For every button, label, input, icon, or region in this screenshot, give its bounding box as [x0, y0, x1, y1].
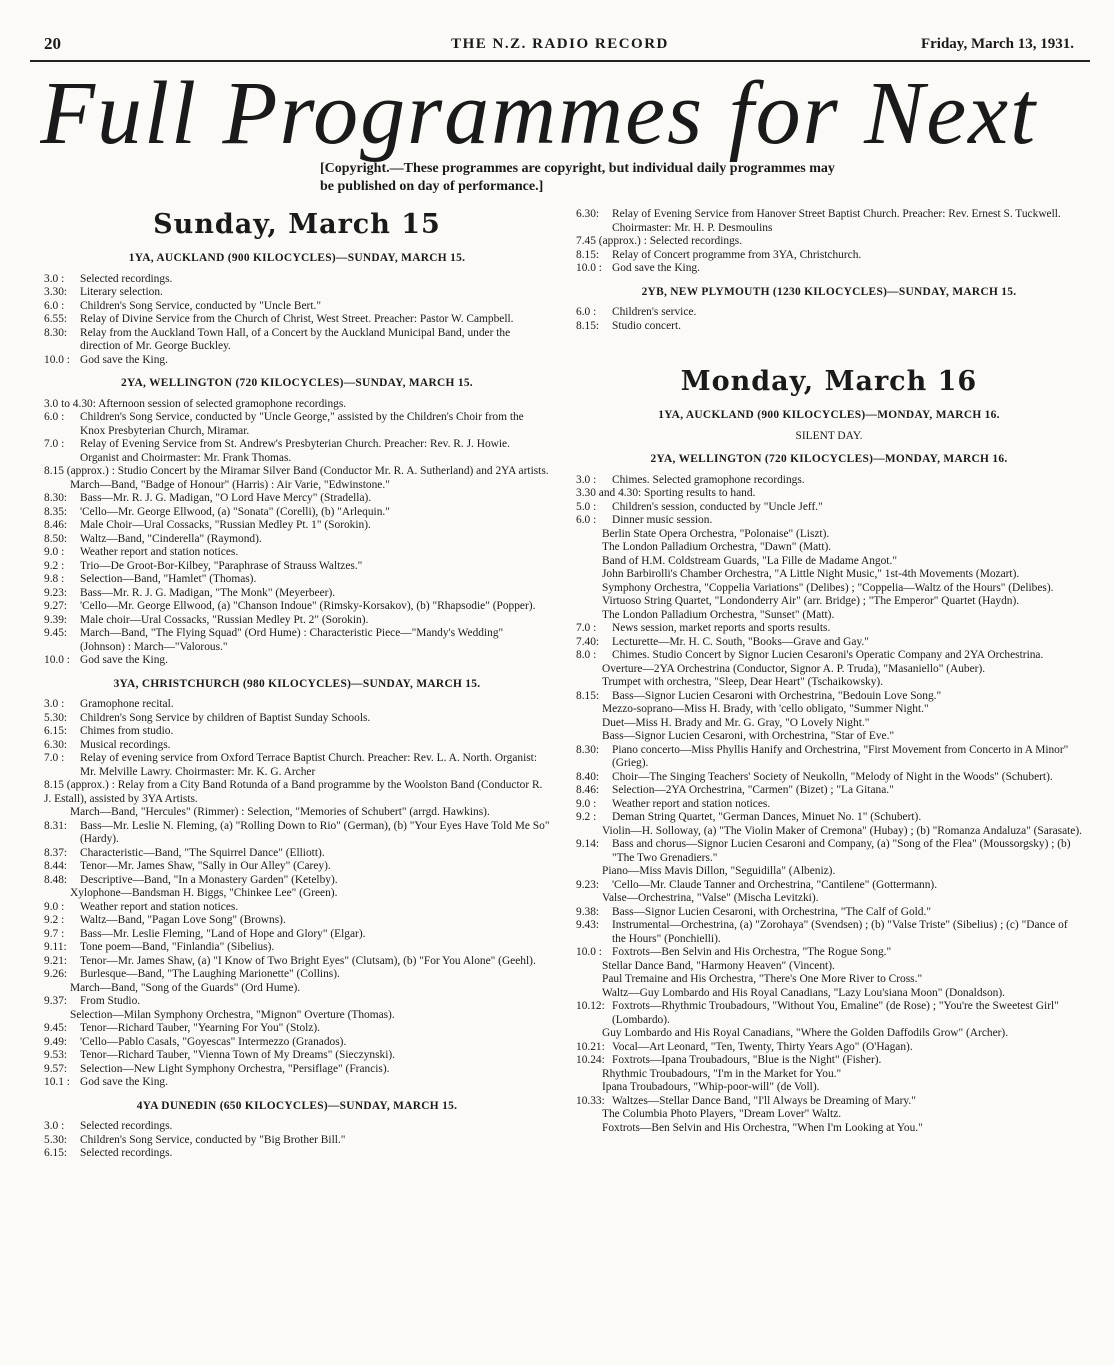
- programme-item: [44, 573, 550, 587]
- programme-time: 7.0 :: [44, 438, 65, 450]
- page-number: 20: [44, 34, 61, 53]
- programme-time: 9.7 :: [44, 927, 65, 940]
- programme-time: 8.30:: [576, 743, 600, 756]
- programme-time: 7.40:: [576, 635, 600, 648]
- programme-text: Bass—Mr. R. J. G. Madigan, "O Lord Have Mercy" (Stradella).: [80, 492, 372, 504]
- programme-item: [576, 262, 1082, 276]
- programme-text: Tenor—Richard Tauber, "Vienna Town of My Dreams" (Sieczynski).: [80, 1049, 396, 1061]
- programme-item: [44, 847, 550, 861]
- programme-text: Foxtrots—Rhythmic Troubadours, "Without You, Emaline" (de Rose) ; "You're the Sweetest Girl" (Lombardo).: [612, 1000, 1059, 1026]
- programme-time: 5.30:: [44, 1133, 68, 1146]
- programme-text: Musical recordings.: [80, 738, 171, 751]
- programme-item: [44, 313, 550, 327]
- programme-time: 3.0 :: [44, 698, 65, 710]
- programme-item: [44, 273, 550, 287]
- programme-item: [44, 1147, 550, 1161]
- programme-item: [44, 874, 550, 888]
- programme-text: Waltzes—Stellar Dance Band, "I'll Always be Dreaming of Mary.": [612, 1094, 916, 1107]
- programme-item: [576, 784, 1082, 798]
- programme-text: Selection—New Light Symphony Orchestra, "Persiflage" (Francis).: [80, 1062, 390, 1075]
- programme-text: Descriptive—Band, "In a Monastery Garden" (Ketelby).: [80, 873, 338, 886]
- programme-time: 8.50:: [44, 532, 68, 545]
- programme-text: Tone poem—Band, "Finlandia" (Sibelius).: [80, 941, 275, 953]
- programme-text: God save the King.: [612, 262, 700, 274]
- programme-time: 8.15 (approx.) :: [44, 465, 115, 477]
- programme-time: 6.0 :: [44, 411, 65, 423]
- programme-item: [576, 1000, 1082, 1027]
- programme-item: [576, 946, 1082, 960]
- programme-text: Relay of evening service from Oxford Terrace Baptist Church. Preacher: Rev. L. A. North. Organist: Mr. Melville Lawry. Choirmaster: Mr. K. G. Archer: [80, 752, 538, 778]
- programme-time: 9.0 :: [44, 900, 65, 913]
- programme-time: 9.2 :: [44, 559, 65, 572]
- programme-subitem: John Barbirolli's Chamber Orchestra, "A Little Night Music," 1st-4th Movements (Mozart).: [602, 568, 1020, 580]
- programme-time: 10.0 :: [576, 262, 602, 274]
- programme-text: Weather report and station notices.: [80, 546, 239, 558]
- programme-text: News session, market reports and sports results.: [612, 622, 831, 634]
- programme-subitem: Overture—2YA Orchestrina (Conductor, Signor A. P. Truda), "Masaniello" (Auber).: [602, 662, 986, 675]
- programme-time: 10.0 :: [44, 654, 70, 666]
- programme-text: Characteristic—Band, "The Squirrel Dance" (Elliott).: [80, 846, 325, 859]
- programme-time: 8.15:: [576, 689, 600, 702]
- programme-item: [576, 306, 1082, 320]
- programme-text: God save the King.: [80, 654, 168, 666]
- programme-time: 9.37:: [44, 995, 68, 1007]
- programme-time: 9.21:: [44, 954, 68, 967]
- programme-text: Piano concerto—Miss Phyllis Hanify and Orchestrina, "First Movement from Concerto in A Minor" (Grieg).: [612, 743, 1069, 769]
- programme-text: Bass and chorus—Signor Lucien Cesaroni and Company, (a) "Song of the Flea" (Moussorgsky) ; (b) "The Two Grenadiers.": [612, 838, 1071, 864]
- programme-item: [44, 519, 550, 533]
- programme-text: 'Cello—Mr. Claude Tanner and Orchestrina, "Cantilene" (Gottermann).: [612, 878, 938, 891]
- programme-time: 10.0 :: [576, 946, 602, 958]
- programme-item: [576, 474, 1082, 488]
- programme-item: [44, 587, 550, 601]
- programme-subitem: Paul Tremaine and His Orchestra, "There's One More River to Cross.": [602, 973, 923, 985]
- programme-item: [44, 779, 550, 806]
- programme-text: Studio concert.: [612, 319, 681, 332]
- programme-time: 9.23:: [44, 586, 68, 599]
- programme-time: 8.15 (approx.) :: [44, 779, 115, 791]
- programme-text: From Studio.: [80, 995, 141, 1007]
- programme-time: 8.44:: [44, 860, 68, 872]
- programme-time: 9.11:: [44, 941, 67, 953]
- programme-time: 10.33:: [576, 1094, 605, 1107]
- programme-subitem: Duet—Miss H. Brady and Mr. G. Gray, "O Lovely Night.": [602, 716, 870, 729]
- station-heading: 1YA, AUCKLAND (900 KILOCYCLES)—SUNDAY, MARCH 15.: [128, 252, 466, 264]
- programme-text: Dinner music session.: [612, 514, 713, 526]
- programme-time: 9.38:: [576, 905, 600, 918]
- programme-item: [576, 235, 1082, 249]
- programme-text: Selected recordings.: [80, 272, 173, 285]
- programme-item: [44, 928, 550, 942]
- programme-text: Bass—Mr. Leslie N. Fleming, (a) "Rolling Down to Rio" (German), (b) "Your Eyes Have Told Me So" (Hardy).: [80, 819, 550, 845]
- programme-text: Trio—De Groot-Bor-Kilbey, "Paraphrase of Strauss Waltzes.": [80, 559, 363, 572]
- programme-item: [576, 1095, 1082, 1109]
- programme-text: Waltz—Band, "Pagan Love Song" (Browns).: [80, 914, 286, 926]
- programme-text: Relay of Divine Service from the Church of Christ, West Street. Preacher: Pastor W. Campbell.: [80, 313, 514, 325]
- programme-time: 3.30:: [44, 286, 68, 298]
- programme-text: Children's Song Service, conducted by "Uncle George," assisted by the Children's Choir from the Knox Presbyterian Church, Miramar.: [80, 411, 524, 437]
- programme-time: 6.0 :: [576, 514, 597, 526]
- programme-subitem: Mezzo-soprano—Miss H. Brady, with 'cello obligato, "Summer Night.": [602, 703, 929, 715]
- programme-time: 8.46:: [576, 784, 600, 796]
- programme-text: Chimes. Selected gramophone recordings.: [612, 473, 805, 486]
- programme-subitem: Ipana Troubadours, "Whip-poor-will" (de Voll).: [602, 1081, 820, 1093]
- programme-text: Selection—Band, "Hamlet" (Thomas).: [80, 573, 257, 585]
- programme-time: 6.30:: [576, 208, 600, 220]
- programme-item: [576, 249, 1082, 263]
- programme-item: [44, 533, 550, 547]
- programme-text: Weather report and station notices.: [612, 797, 771, 810]
- programme-text: Tenor—Richard Tauber, "Yearning For You" (Stolz).: [80, 1022, 320, 1034]
- programme-item: [44, 398, 550, 412]
- programme-subitem: March—Band, "Song of the Guards" (Ord Hume).: [70, 981, 301, 994]
- programme-text: Foxtrots—Ipana Troubadours, "Blue is the Night" (Fisher).: [612, 1054, 882, 1066]
- programme-text: 'Cello—Mr. George Ellwood, (a) "Chanson Indoue" (Rimsky-Korsakov), (b) "Rhapsodie" (Popper).: [80, 600, 536, 612]
- programme-subitem: Rhythmic Troubadours, "I'm in the Market for You.": [602, 1067, 842, 1080]
- programme-time: 9.45:: [44, 627, 68, 639]
- programme-text: Bass—Signor Lucien Cesaroni, with Orchestrina, "The Calf of Gold.": [612, 905, 931, 918]
- programme-subitem: Xylophone—Bandsman H. Biggs, "Chinkee Lee" (Green).: [70, 887, 338, 899]
- programme-time: 8.35:: [44, 505, 68, 518]
- programme-item: [44, 300, 550, 314]
- programme-time: 8.15:: [576, 248, 600, 261]
- programme-text: Chimes. Studio Concert by Signor Lucien Cesaroni's Operatic Company and 2YA Orchestrina.: [612, 649, 1044, 661]
- programme-time: 9.39:: [44, 613, 68, 626]
- programme-item: [576, 622, 1082, 636]
- programme-item: [44, 995, 550, 1009]
- programme-subitem: The London Palladium Orchestra, "Sunset" (Matt).: [602, 608, 835, 621]
- station-heading: 2YA, WELLINGTON (720 KILOCYCLES)—SUNDAY, MARCH 15.: [121, 377, 473, 389]
- programme-item: [44, 1049, 550, 1063]
- programme-item: [44, 1134, 550, 1148]
- programme-item: [44, 411, 550, 438]
- programme-time: 7.0 :: [44, 752, 65, 764]
- programme-item: [44, 860, 550, 874]
- programme-item: [576, 487, 1082, 501]
- programme-item: [576, 811, 1082, 825]
- programme-subitem: Trumpet with orchestra, "Sleep, Dear Heart" (Tschaikowsky).: [602, 676, 884, 688]
- programme-subitem: Symphony Orchestra, "Coppelia Variations" (Delibes) ; "Coppelia—Waltz of the Hours" (Delibes).: [602, 581, 1054, 594]
- programme-subitem: The Columbia Photo Players, "Dream Lover" Waltz.: [602, 1108, 842, 1120]
- programme-item: [44, 492, 550, 506]
- programme-time: 8.46:: [44, 519, 68, 531]
- programme-text: Chimes from studio.: [80, 725, 174, 737]
- programme-item: [44, 438, 550, 465]
- programme-text: March—Band, "The Flying Squad" (Ord Hume) : Characteristic Piece—"Mandy's Wedding" (Johnson) : March—"Valorous.": [80, 627, 504, 653]
- programme-text: Children's service.: [612, 306, 697, 318]
- programme-item: [576, 771, 1082, 785]
- programme-time: 9.2 :: [576, 811, 597, 823]
- programme-item: [576, 798, 1082, 812]
- programme-item: [44, 752, 550, 779]
- programme-time: 9.26:: [44, 968, 68, 980]
- programme-item: [44, 955, 550, 969]
- programme-item: [44, 1120, 550, 1134]
- programme-time: 9.14:: [576, 838, 600, 850]
- programme-text: Literary selection.: [80, 286, 163, 298]
- station-heading: 4YA DUNEDIN (650 KILOCYCLES)—SUNDAY, MARCH 15.: [136, 1099, 458, 1112]
- programme-time: 6.15:: [44, 725, 68, 737]
- programme-subitem: Foxtrots—Ben Selvin and His Orchestra, "When I'm Looking at You.": [602, 1121, 923, 1134]
- programme-time: 9.43:: [576, 919, 600, 931]
- programme-item: [576, 879, 1082, 893]
- programme-time: 9.0 :: [576, 797, 597, 810]
- programme-subitem: Selection—Milan Symphony Orchestra, "Mignon" Overture (Thomas).: [70, 1008, 395, 1021]
- programme-item: [44, 560, 550, 574]
- programme-subitem: Berlin State Opera Orchestra, "Polonaise" (Liszt).: [602, 527, 830, 540]
- programme-text: Selected recordings.: [80, 1147, 173, 1159]
- programme-item: [576, 906, 1082, 920]
- programme-text: Relay of Concert programme from 3YA, Christchurch.: [612, 248, 862, 261]
- programme-time: 8.40:: [576, 770, 600, 783]
- programme-text: Foxtrots—Ben Selvin and His Orchestra, "The Rogue Song.": [612, 946, 892, 958]
- programme-text: Burlesque—Band, "The Laughing Marionette" (Collins).: [80, 968, 340, 980]
- programme-time: 3.30 and 4.30:: [576, 487, 642, 499]
- issue-date: Friday, March 13, 1931.: [920, 36, 1074, 52]
- programme-text: Instrumental—Orchestrina, (a) "Zorohaya" (Svendsen) ; (b) "Valse Triste" (Sibelius) ; (c) "Dance of the Hours" (Ponchielli).: [612, 919, 1068, 945]
- programme-item: [576, 649, 1082, 663]
- programme-item: [576, 208, 1082, 235]
- programme-text: Choir—The Singing Teachers' Society of Neukolln, "Melody of Night in the Woods" (Schubert).: [612, 770, 1053, 783]
- programme-time: 10.21:: [576, 1040, 605, 1053]
- header-rule: [30, 60, 1090, 62]
- programme-item: [44, 941, 550, 955]
- programme-item: [44, 698, 550, 712]
- programme-text: Bass—Signor Lucien Cesaroni with Orchestrina, "Bedouin Love Song.": [612, 689, 942, 702]
- banner-headline: Full Programmes for Next: [40, 64, 1038, 163]
- programme-time: 9.8 :: [44, 573, 65, 585]
- left-column: [44, 208, 550, 1358]
- programme-text: Selected recordings.: [649, 235, 743, 247]
- programme-item: [576, 1054, 1082, 1068]
- programme-item: [576, 690, 1082, 704]
- programme-text: Relay from the Auckland Town Hall, of a Concert by the Auckland Municipal Band, under the direction of Mr. George Buckley.: [80, 326, 511, 352]
- programme-text: Male choir—Ural Cossacks, "Russian Medley Pt. 2" (Sorokin).: [80, 613, 369, 626]
- station-heading: 2YA, WELLINGTON (720 KILOCYCLES)—MONDAY, MARCH 16.: [650, 453, 1008, 465]
- programme-text: Tenor—Mr. James Shaw, "Sally in Our Alley" (Carey).: [80, 860, 331, 872]
- programme-text: 'Cello—Pablo Casals, "Goyescas" Intermezzo (Granados).: [80, 1035, 347, 1048]
- page-header: [30, 34, 1090, 56]
- programme-subitem: Bass—Signor Lucien Cesaroni, with Orchestrina, "Star of Eve.": [602, 730, 895, 742]
- programme-time: 3.0 :: [44, 1120, 65, 1132]
- programme-item: [44, 725, 550, 739]
- programme-item: [44, 614, 550, 628]
- programme-subitem: Violin—H. Solloway, (a) "The Violin Maker of Cremona" (Hubay) ; (b) "Romanza Andaluza" (Sarasate).: [602, 824, 1082, 837]
- programme-item: [44, 600, 550, 614]
- programme-time: 8.15:: [576, 319, 600, 332]
- station-heading: 2YB, NEW PLYMOUTH (1230 KILOCYCLES)—SUNDAY, MARCH 15.: [641, 285, 1017, 298]
- programme-time: 3.0 to 4.30:: [44, 397, 96, 410]
- programme-item: [44, 546, 550, 560]
- programme-time: 6.0 :: [576, 306, 597, 318]
- programme-subitem: The London Palladium Orchestra, "Dawn" (Matt).: [602, 541, 832, 553]
- programme-subitem: March—Band, "Hercules" (Rimmer) : Selection, "Memories of Schubert" (arrgd. Hawkins).: [70, 806, 490, 818]
- programme-time: 9.23:: [576, 878, 600, 891]
- programme-time: 8.0 :: [576, 649, 597, 661]
- programme-item: [44, 506, 550, 520]
- programme-time: 10.24:: [576, 1054, 605, 1066]
- programme-text: Relay from a City Band Rotunda of a Band programme by the Woolston Band (Conductor R. J. Estall), assisted by 3YA Artists.: [44, 779, 543, 805]
- programme-time: 9.53:: [44, 1049, 68, 1061]
- programme-item: [576, 744, 1082, 771]
- programme-text: Studio Concert by the Miramar Silver Band (Conductor Mr. R. A. Sutherland) and 2YA artists.: [117, 465, 549, 477]
- programme-time: 9.27:: [44, 600, 68, 612]
- programme-time: 7.45 (approx.) :: [576, 235, 647, 247]
- programme-time: 6.15:: [44, 1147, 68, 1159]
- programme-item: [44, 820, 550, 847]
- programme-item: [44, 1036, 550, 1050]
- programme-time: 9.45:: [44, 1022, 68, 1034]
- programme-time: 7.0 :: [576, 622, 597, 634]
- programme-item: [44, 1076, 550, 1090]
- day-heading: Monday, March 16: [680, 366, 978, 397]
- day-heading: Sunday, March 15: [153, 209, 441, 240]
- programme-time: 9.0 :: [44, 546, 65, 558]
- programme-item: [44, 914, 550, 928]
- programme-text: Relay of Evening Service from Hanover Street Baptist Church. Preacher: Rev. Ernest S. Tuckwell. Choirmaster: Mr. H. P. Desmoulins: [612, 208, 1061, 234]
- station-heading: 1YA, AUCKLAND (900 KILOCYCLES)—MONDAY, MARCH 16.: [658, 409, 1000, 421]
- programme-item: [44, 968, 550, 982]
- programme-text: Male Choir—Ural Cossacks, "Russian Medley Pt. 1" (Sorokin).: [80, 519, 371, 531]
- programme-text: Sporting results to hand.: [644, 487, 756, 499]
- programme-subitem: Virtuoso String Quartet, "Londonderry Air" (arr. Bridge) ; "The Emperor" Quartet (Haydn).: [602, 595, 1020, 607]
- programme-text: Children's session, conducted by "Uncle Jeff.": [612, 500, 823, 513]
- programme-time: 3.0 :: [44, 272, 65, 285]
- programme-text: Gramophone recital.: [80, 698, 174, 710]
- programme-text: Selection—2YA Orchestrina, "Carmen" (Bizet) ; "La Gitana.": [612, 784, 894, 796]
- programme-item: [44, 901, 550, 915]
- programme-time: 10.0 :: [44, 353, 70, 366]
- programme-text: Weather report and station notices.: [80, 900, 239, 913]
- programme-time: 8.30:: [44, 326, 68, 339]
- station-note: SILENT DAY.: [795, 429, 863, 442]
- programme-item: [44, 739, 550, 753]
- publication-title: THE N.Z. RADIO RECORD: [451, 36, 669, 52]
- programme-text: Children's Song Service by children of Baptist Sunday Schools.: [80, 711, 371, 724]
- programme-text: Afternoon session of selected gramophone recordings.: [98, 397, 347, 410]
- programme-text: Children's Song Service, conducted by "Uncle Bert.": [80, 299, 322, 312]
- programme-text: Waltz—Band, "Cinderella" (Raymond).: [80, 532, 262, 545]
- programme-item: [44, 327, 550, 354]
- programme-subitem: Waltz—Guy Lombardo and His Royal Canadians, "Lazy Lou'siana Moon" (Donaldson).: [602, 986, 1006, 999]
- programme-item: [44, 286, 550, 300]
- programme-time: 3.0 :: [576, 473, 597, 486]
- programme-item: [44, 654, 550, 668]
- programme-subitem: Valse—Orchestrina, "Valse" (Mischa Levitzki).: [602, 892, 819, 904]
- programme-item: [576, 838, 1082, 865]
- programme-item: [576, 320, 1082, 334]
- programme-text: Children's Song Service, conducted by "Big Brother Bill.": [80, 1133, 346, 1146]
- programme-item: [44, 712, 550, 726]
- programme-item: [576, 636, 1082, 650]
- programme-item: [576, 501, 1082, 515]
- programme-text: Bass—Mr. R. J. G. Madigan, "The Monk" (Meyerbeer).: [80, 586, 336, 599]
- programme-text: Deman String Quartet, "German Dances, Minuet No. 1" (Schubert).: [612, 811, 922, 823]
- programme-item: [576, 919, 1082, 946]
- programme-text: Lecturette—Mr. H. C. South, "Books—Grave and Gay.": [612, 635, 869, 648]
- programme-time: 9.57:: [44, 1062, 68, 1075]
- programme-subitem: Guy Lombardo and His Royal Canadians, "Where the Golden Daffodils Grow" (Archer).: [602, 1027, 1009, 1039]
- programme-item: [44, 354, 550, 368]
- programme-item: [576, 514, 1082, 528]
- programme-item: [576, 1041, 1082, 1055]
- programme-time: 10.12:: [576, 1000, 605, 1012]
- programme-subitem: Stellar Dance Band, "Harmony Heaven" (Vincent).: [602, 959, 835, 972]
- programme-item: [44, 465, 550, 479]
- right-column: [576, 208, 1082, 1358]
- programme-time: 6.0 :: [44, 299, 65, 312]
- programme-time: 5.0 :: [576, 500, 597, 513]
- programme-time: 8.48:: [44, 873, 68, 886]
- programme-time: 9.49:: [44, 1035, 68, 1048]
- programme-text: 'Cello—Mr. George Ellwood, (a) "Sonata" (Corelli), (b) "Arlequin.": [80, 505, 390, 518]
- programme-time: 6.30:: [44, 738, 68, 751]
- programme-subitem: Piano—Miss Mavis Dillon, "Seguidilla" (Albeniz).: [602, 865, 836, 877]
- programme-time: 8.31:: [44, 819, 68, 832]
- programme-time: 8.37:: [44, 846, 68, 859]
- programme-time: 10.1 :: [44, 1076, 70, 1088]
- programme-text: God save the King.: [80, 1076, 168, 1088]
- programme-item: [44, 627, 550, 654]
- copyright-notice: [Copyright.—These programmes are copyright, but individual daily programmes may be published on day of performance.]: [320, 161, 835, 194]
- programme-subitem: March—Band, "Badge of Honour" (Harris) : Air Varie, "Edwinstone.": [70, 478, 390, 491]
- programme-text: Selected recordings.: [80, 1120, 173, 1132]
- programme-text: Vocal—Art Leonard, "Ten, Twenty, Thirty Years Ago" (O'Hagan).: [612, 1040, 913, 1053]
- programme-text: Relay of Evening Service from St. Andrew's Presbyterian Church. Preacher: Rev. R. J. Howie. Organist and Choirmaster: Mr. Frank Thomas.: [80, 438, 510, 464]
- programme-time: 9.2 :: [44, 914, 65, 926]
- programme-item: [44, 1022, 550, 1036]
- programme-text: Tenor—Mr. James Shaw, (a) "I Know of Two Bright Eyes" (Clutsam), (b) "For You Alone" (Geehl).: [80, 954, 536, 967]
- station-heading: 3YA, CHRISTCHURCH (980 KILOCYCLES)—SUNDAY, MARCH 15.: [113, 677, 481, 690]
- programme-subitem: Band of H.M. Coldstream Guards, "La Fille de Madame Angot.": [602, 554, 897, 567]
- programme-time: 6.55:: [44, 313, 68, 325]
- programme-time: 8.30:: [44, 492, 68, 504]
- programme-text: Bass—Mr. Leslie Fleming, "Land of Hope and Glory" (Elgar).: [80, 927, 366, 940]
- programme-text: God save the King.: [80, 353, 168, 366]
- programme-item: [44, 1063, 550, 1077]
- programme-time: 5.30:: [44, 711, 68, 724]
